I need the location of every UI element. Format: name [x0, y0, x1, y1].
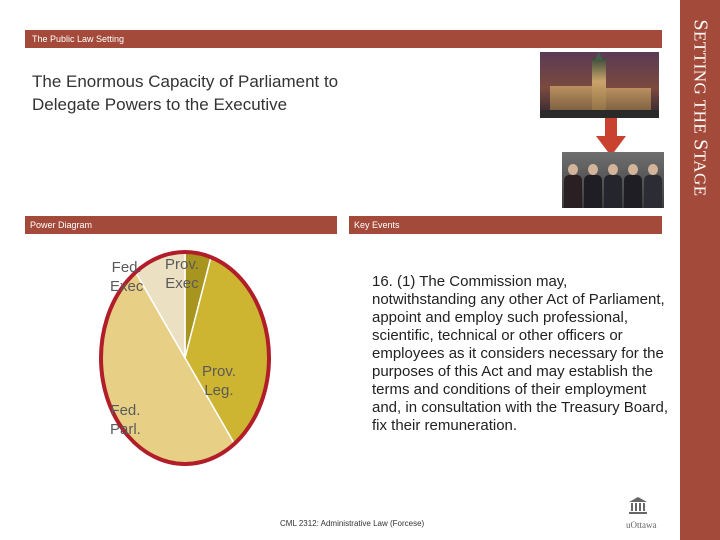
power-diagram-label: Power Diagram [30, 220, 93, 230]
statute-body: (1) The Commission may, notwithstanding any other Act of Parliament, appoint and employ such professional, scientific, technical or other officers or employees as it considers necessary for the purposes of this Act and may establish the terms and conditions of their employment and, in consultation with the Treasury Board, fix their remuneration. [372, 273, 669, 434]
executive-group-photo [562, 152, 664, 208]
tower-roof [595, 52, 603, 60]
slide-title-line-2: Delegate Powers to the Executive [32, 95, 288, 114]
parliament-photo [540, 52, 659, 118]
course-footer: CML 2312: Administrative Law (Forcese) [280, 519, 425, 528]
person-figure [624, 162, 642, 208]
person-figure [564, 162, 582, 208]
slide-title [32, 70, 422, 116]
label-prov-exec: Prov. Exec [165, 256, 199, 292]
label-fed-parl: Fed. Parl. [110, 402, 141, 438]
svg-text:uOttawa: uOttawa [626, 520, 657, 530]
statute-excerpt [372, 273, 672, 435]
university-building-icon [628, 496, 648, 514]
person-figure [584, 162, 602, 208]
peace-tower [592, 58, 606, 116]
statute-number: 16. [372, 273, 393, 290]
parliament-ground [540, 110, 659, 118]
header-label: The Public Law Setting [32, 34, 125, 44]
header-bar [25, 30, 662, 48]
label-fed-exec: Fed. Exec [110, 259, 144, 295]
slide-title-line-1: The Enormous Capacity of Parliament to [32, 72, 339, 91]
person-figure [604, 162, 622, 208]
side-title: SETTING THE STAGE [689, 19, 712, 197]
key-events-header [349, 216, 662, 234]
uottawa-logo [626, 520, 676, 530]
down-arrow-icon [596, 118, 626, 156]
key-events-label: Key Events [354, 220, 400, 230]
label-prov-leg: Prov. Leg. [202, 363, 236, 399]
power-diagram-header [25, 216, 337, 234]
person-figure [644, 162, 662, 208]
